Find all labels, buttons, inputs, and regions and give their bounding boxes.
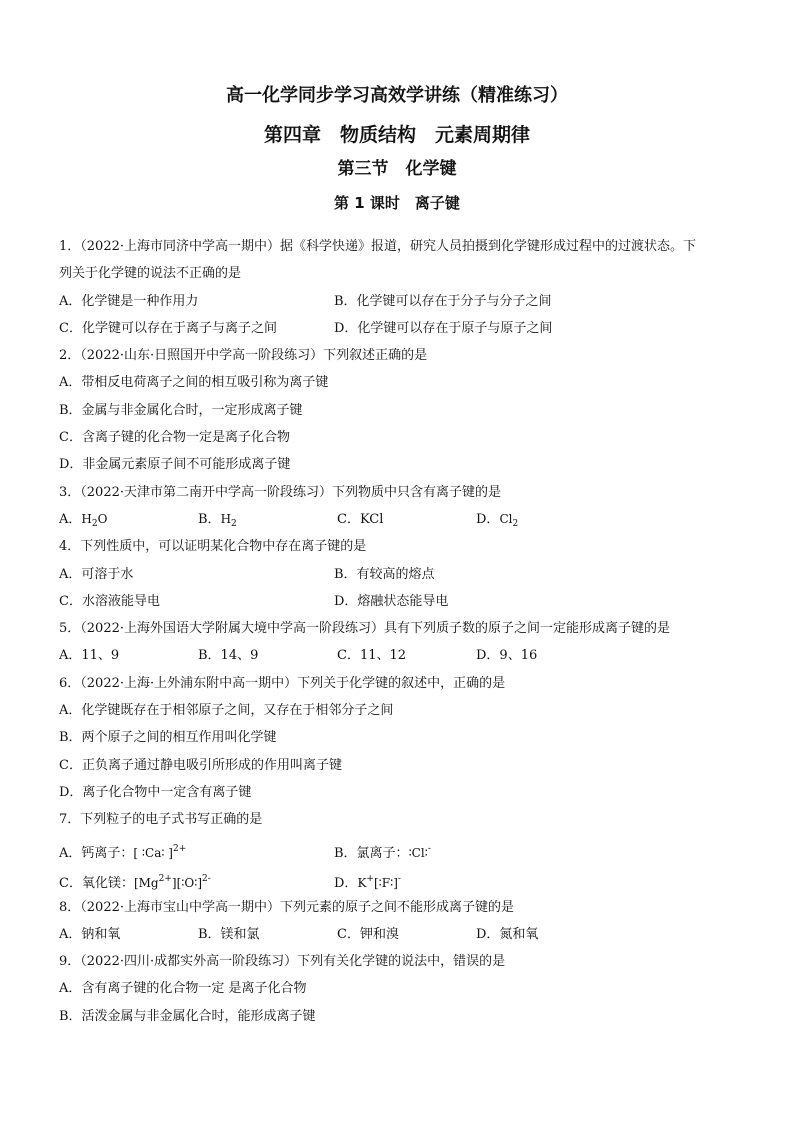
option-d: D．$Cl_2$ — [476, 511, 519, 529]
option-c: C．KCl — [337, 511, 384, 527]
option-b: B．金属与非金属化合时，一定形成离子键 — [59, 402, 303, 418]
question-7-stem: 7．下列粒子的电子式书写正确的是 — [59, 812, 263, 828]
question-2-stem: 2．（2022·山东·日照国开中学高一阶段练习）下列叙述正确的是 — [59, 348, 428, 364]
question-3-stem: 3．（2022·天津市第二南开中学高一阶段练习）下列物质中只含有离子键的是 — [59, 484, 501, 500]
question-8-stem: 8．（2022·上海市宝山中学高一期中）下列元素的原子之间不能形成离子键的是 — [59, 899, 514, 915]
formula-h2o: $H_2O$ — [81, 511, 108, 529]
option-d: D．氮和氧 — [476, 926, 539, 942]
question-5-stem: 5．（2022·上海外国语大学附属大境中学高一阶段练习）具有下列质子数的原子之间一定能形成离子键的是 — [59, 621, 670, 637]
question-3-options — [59, 506, 739, 533]
option-a: A．$H_2O$ — [59, 511, 108, 529]
option-a: A．钠和氧 — [59, 926, 121, 942]
option-c: C．钾和溴 — [337, 926, 399, 942]
option-b: B．有较高的熔点 — [334, 566, 435, 582]
formula-cl2: $Cl_2$ — [499, 511, 519, 529]
question-4-options-row1 — [59, 561, 739, 588]
option-d: D．熔融状态能导电 — [334, 593, 449, 609]
section-title: 第三节 化学键 — [337, 159, 457, 179]
title-block — [0, 82, 794, 217]
electron-formula-calcium-ion: [ ∶Ca∶ ]$^{2+}$ — [133, 843, 187, 860]
electron-formula-chloride-ion: ∶Cl∶- — [408, 843, 431, 860]
question-1-options-row2 — [59, 315, 739, 342]
option-c: C．正负离子通过静电吸引所形成的作用叫离子键 — [59, 757, 342, 773]
question-8-options — [59, 921, 739, 948]
electron-formula-potassium-fluoride: K+[∶F∶]- — [357, 873, 401, 890]
question-6-stem: 6．（2022·上海·上外浦东附中高一期中）下列关于化学键的叙述中，正确的是 — [59, 675, 506, 691]
option-a: A．带相反电荷离子之间的相互吸引称为离子键 — [59, 375, 329, 391]
formula-h2: $H_2$ — [220, 511, 237, 529]
lesson-title: 第 1 课时 离子键 — [334, 194, 460, 212]
option-c: C．氧化镁：$[Mg^{2+}][∶O∶]^{2-}$ — [59, 873, 211, 891]
option-c: C．化学键可以存在于离子与离子之间 — [59, 320, 277, 336]
option-b: B．镁和氯 — [198, 926, 260, 942]
question-1-stem-line2: 列关于化学键的说法不正确的是 — [59, 266, 242, 282]
chapter-title: 第四章 物质结构 元素周期律 — [263, 124, 530, 146]
option-b: B．两个原子之间的相互作用叫化学键 — [59, 730, 277, 746]
option-a: A．化学键既存在于相邻原子之间，又存在于相邻分子之间 — [59, 703, 394, 719]
option-c: C．11、12 — [337, 648, 407, 664]
option-b: B．$H_2$ — [198, 511, 237, 529]
option-a: A．含有离子键的化合物一定 是离子化合物 — [59, 981, 307, 997]
option-d: D．离子化合物中一定含有离子键 — [59, 784, 252, 800]
question-4-options-row2 — [59, 588, 739, 615]
option-a: A．钙离子：[ ∶Ca∶ ]$^{2+}$ — [59, 843, 187, 861]
question-4-stem: 4．下列性质中，可以证明某化合物中存在离子键的是 — [59, 539, 367, 555]
option-b: B．活泼金属与非金属化合时，能形成离子键 — [59, 1008, 316, 1024]
question-list — [59, 233, 739, 1030]
option-c: C．水溶液能导电 — [59, 593, 160, 609]
electron-formula-magnesium-oxide: $[Mg^{2+}][∶O∶]^{2-}$ — [133, 873, 211, 890]
option-a: A．11、9 — [59, 648, 120, 664]
question-7-options-row1 — [59, 834, 739, 865]
option-d: D．非金属元素原子间不可能形成离子键 — [59, 457, 291, 473]
question-1-stem-line1: 1．（2022·上海市同济中学高一期中）据《科学快递》报道，研究人员拍摄到化学键形成过程中的过渡状态。下 — [59, 239, 696, 254]
question-7-options-row2 — [59, 865, 739, 894]
option-d: D．化学键可以存在于原子与原子之间 — [334, 320, 553, 336]
option-c: C．含离子键的化合物一定是离子化合物 — [59, 430, 290, 446]
question-9-stem: 9．（2022·四川·成都实外高一阶段练习）下列有关化学键的说法中，错误的是 — [59, 954, 506, 970]
option-d: D．9、16 — [476, 648, 538, 664]
question-5-options — [59, 642, 739, 669]
option-b: B．14、9 — [198, 648, 259, 664]
option-b: B．化学键可以存在于分子与分子之间 — [334, 293, 552, 309]
option-a: A．化学键是一种作用力 — [59, 293, 199, 309]
option-d: D．K+[∶F∶]- — [334, 873, 401, 891]
main-title: 高一化学同步学习高效学讲练（精准练习） — [226, 85, 568, 106]
option-b: B．氯离子：∶Cl∶- — [334, 843, 431, 861]
question-1-options-row1 — [59, 288, 739, 315]
option-a: A．可溶于水 — [59, 566, 134, 582]
